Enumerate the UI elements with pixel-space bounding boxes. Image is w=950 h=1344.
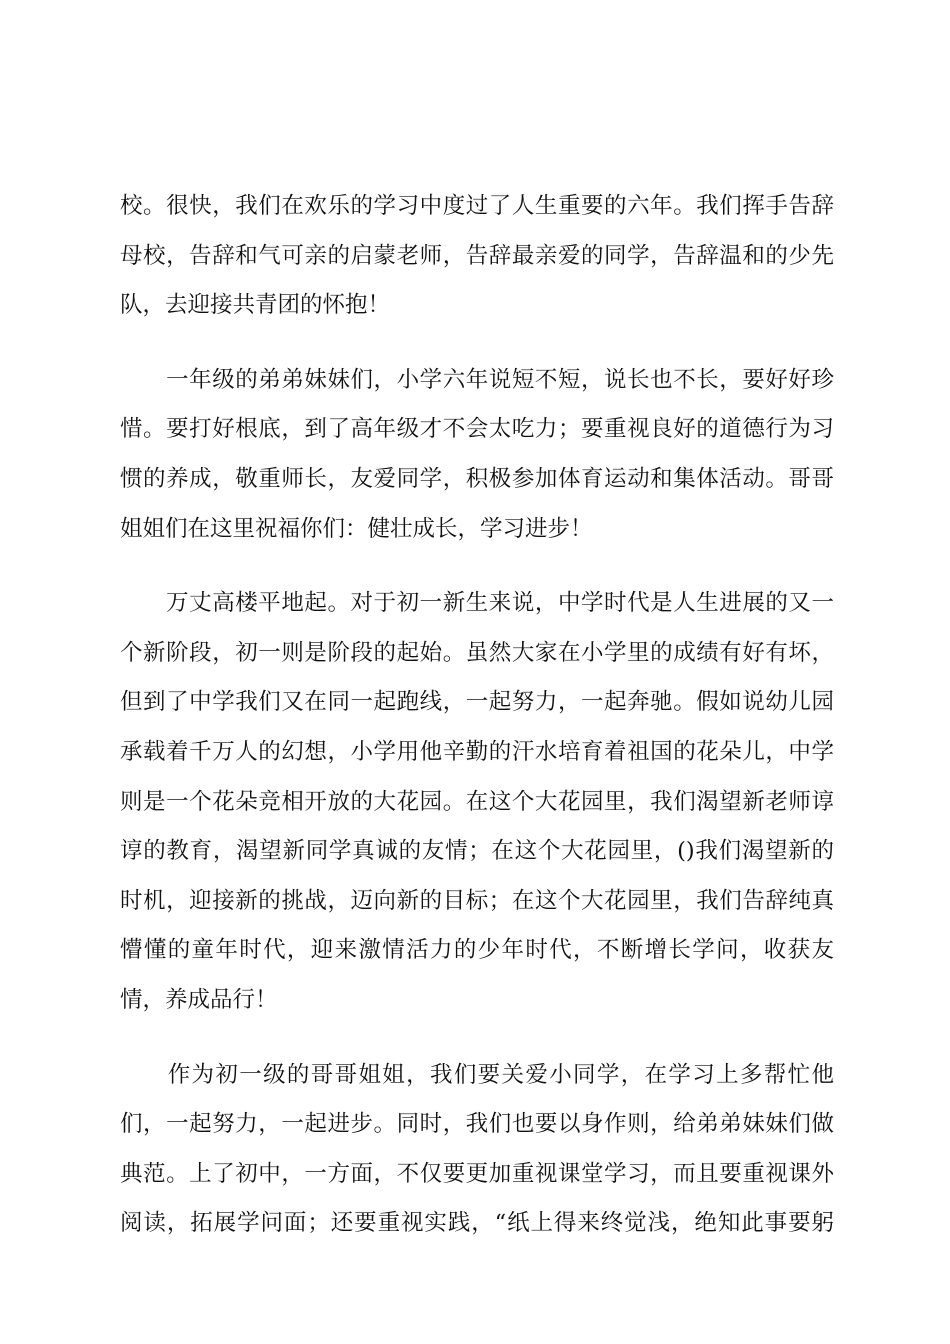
paragraph-line: 承载着千万人的幻想，小学用他辛勤的汗水培育着祖国的花朵儿，中学 — [120, 738, 834, 765]
paragraph-line: 母校，告辞和气可亲的启蒙老师，告辞最亲爱的同学，告辞温和的少先 — [120, 242, 834, 269]
paragraph-line: 惜。要打好根底，到了高年级才不会太吃力；要重视良好的道德行为习 — [120, 416, 834, 443]
paragraph-line: 个新阶段，初一则是阶段的起始。虽然大家在小学里的成绩有好有坏， — [120, 639, 834, 666]
paragraph-line: 万丈高楼平地起。对于初一新生来说，中学时代是人生进展的又一 — [120, 590, 834, 617]
document-body — [120, 186, 834, 1253]
paragraph-line: 情，养成品行！ — [120, 986, 278, 1013]
paragraph-gap — [120, 335, 834, 360]
paragraph-line: 但到了中学我们又在同一起跑线，一起努力，一起奔驰。假如说幼儿园 — [120, 689, 834, 716]
paragraph-4 — [120, 1055, 834, 1253]
paragraph-line: 姐姐们在这里祝福你们：健壮成长，学习进步！ — [120, 515, 593, 542]
paragraph-gap — [120, 1030, 834, 1055]
paragraph-line: 谆的教育，渴望新同学真诚的友情；在这个大花园里，()我们渴望新的 — [120, 838, 834, 865]
paragraph-gap — [120, 558, 834, 583]
paragraph-line: 阅读，拓展学问面；还要重视实践，“纸上得来终觉浅，绝知此事要躬 — [120, 1210, 834, 1237]
paragraph-1 — [120, 186, 834, 335]
paragraph-line: 时机，迎接新的挑战，迈向新的目标；在这个大花园里，我们告辞纯真 — [120, 887, 834, 914]
paragraph-2 — [120, 360, 834, 558]
paragraph-3 — [120, 583, 834, 1029]
paragraph-line: 一年级的弟弟妹妹们，小学六年说短不短，说长也不长，要好好珍 — [120, 366, 834, 393]
paragraph-line: 典范。上了初中，一方面，不仅要更加重视课堂学习，而且要重视课外 — [120, 1160, 834, 1187]
paragraph-line: 则是一个花朵竞相开放的大花园。在这个大花园里，我们渴望新老师谆 — [120, 788, 834, 815]
paragraph-line: 们，一起努力，一起进步。同时，我们也要以身作则，给弟弟妹妹们做 — [120, 1111, 834, 1138]
paragraph-line: 队，去迎接共青团的怀抱！ — [120, 292, 391, 319]
paragraph-line: 校。很快，我们在欢乐的学习中度过了人生重要的六年。我们挥手告辞 — [120, 193, 834, 219]
paragraph-line: 作为初一级的哥哥姐姐，我们要关爱小同学，在学习上多帮忙他 — [120, 1061, 834, 1088]
paragraph-line: 惯的养成，敬重师长，友爱同学，积极参加体育运动和集体活动。哥哥 — [120, 465, 834, 492]
paragraph-line: 懵懂的童年时代，迎来激情活力的少年时代，不断增长学问，收获友 — [120, 937, 834, 964]
